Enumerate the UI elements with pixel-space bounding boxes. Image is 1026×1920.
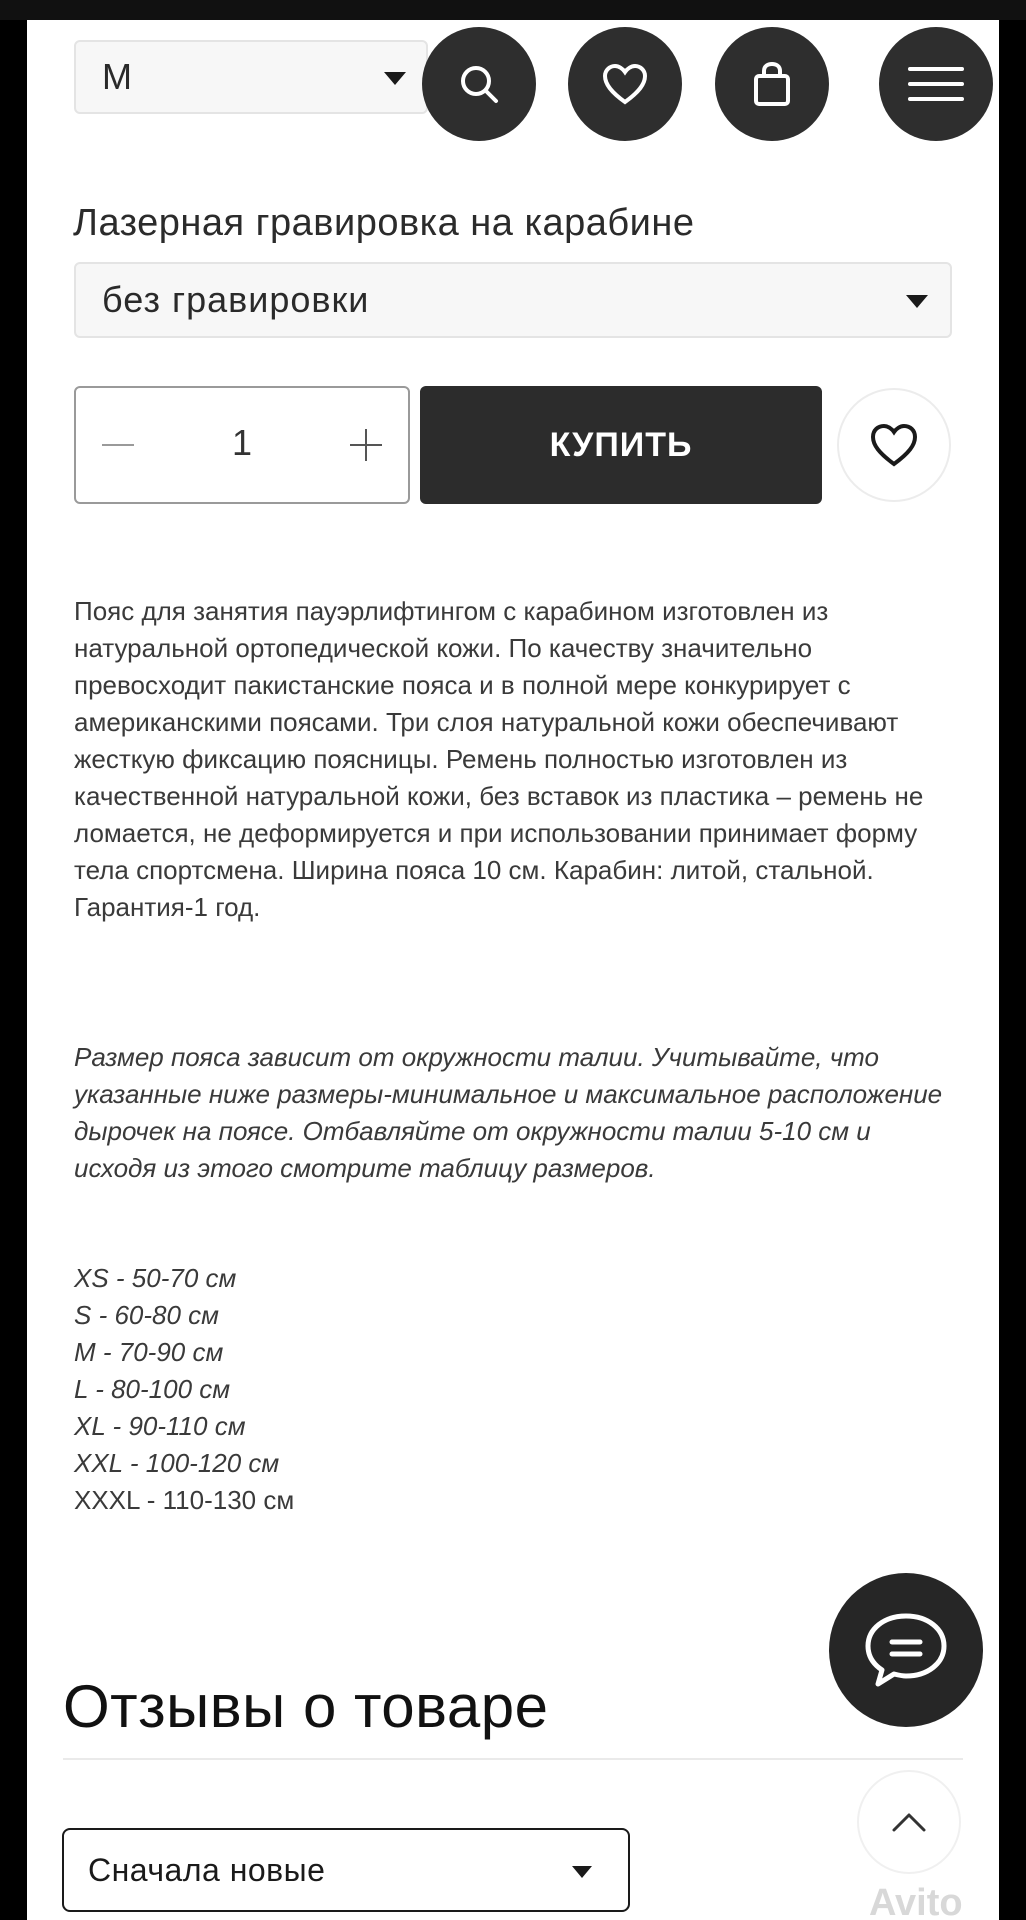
engraving-select[interactable]	[74, 262, 952, 338]
menu-button[interactable]	[879, 27, 993, 141]
chevron-down-icon	[384, 72, 406, 85]
heart-icon	[601, 62, 649, 106]
wishlist-button[interactable]	[568, 27, 682, 141]
chevron-down-icon	[572, 1866, 592, 1878]
chat-icon	[860, 1610, 952, 1690]
size-info-text: Размер пояса зависит от окружности талии. Учитывайте, что указанные ниже размеры-минимальное и максимальное расположение дырочек на поясе. Отбавляйте от окружности талии 5-10 см и исходя из этого смотрите таблицу размеров.	[74, 1042, 943, 1183]
chat-button[interactable]	[829, 1573, 983, 1727]
product-description: Пояс для занятия пауэрлифтингом с карабином изготовлен из натуральной ортопедической кожи. По качеству значительно превосходит пакистанские пояса и в полной мере конкурирует с американскими поясами. Три слоя натуральной кожи обеспечивают жесткую фиксацию поясницы. Ремень полностью изготовлен из качественной натуральной кожи, без вставок из пластика – ремень не ломается, не деформируется и при использовании принимает форму тела спортсмена. Ширина пояса 10 см. Карабин: литой, стальной. Гарантия-1 год.	[74, 596, 924, 922]
engraving-select-value: без гравировки	[102, 279, 370, 320]
sort-select-value: Сначала новые	[88, 1851, 326, 1888]
size-row: XS - 50-70 см	[74, 1263, 237, 1293]
reviews-sort-select[interactable]	[62, 1828, 630, 1912]
heart-icon	[869, 422, 919, 468]
avito-watermark: Avito	[869, 1882, 963, 1920]
size-row: M - 70-90 см	[74, 1337, 224, 1367]
add-to-favorites-button[interactable]	[837, 388, 951, 502]
size-row: XXL - 100-120 см	[74, 1448, 280, 1478]
size-table	[74, 1260, 294, 1519]
size-row: S - 60-80 см	[74, 1300, 219, 1330]
menu-icon	[908, 64, 964, 104]
quantity-stepper[interactable]	[74, 386, 410, 504]
bag-icon	[750, 60, 794, 108]
search-button[interactable]	[422, 27, 536, 141]
size-row: XXXL - 110-130 см	[74, 1485, 295, 1515]
cart-button[interactable]	[715, 27, 829, 141]
quantity-value: 1	[231, 422, 253, 463]
size-row: L - 80-100 см	[74, 1374, 231, 1404]
plus-icon-vertical[interactable]	[365, 429, 367, 461]
search-icon	[456, 61, 502, 107]
top-strip	[0, 0, 1026, 20]
product-page	[27, 20, 999, 1920]
engraving-label: Лазерная гравировка на карабине	[73, 202, 695, 244]
divider	[63, 1758, 963, 1760]
size-row: XL - 90-110 см	[74, 1411, 246, 1441]
size-select[interactable]	[74, 40, 428, 114]
scroll-to-top-button[interactable]	[857, 1770, 961, 1874]
chevron-down-icon	[906, 295, 928, 308]
chevron-up-icon	[891, 1811, 927, 1833]
reviews-title: Отзывы о товаре	[63, 1673, 549, 1740]
size-select-value: M	[102, 56, 133, 97]
buy-button[interactable]: КУПИТЬ	[420, 386, 822, 504]
